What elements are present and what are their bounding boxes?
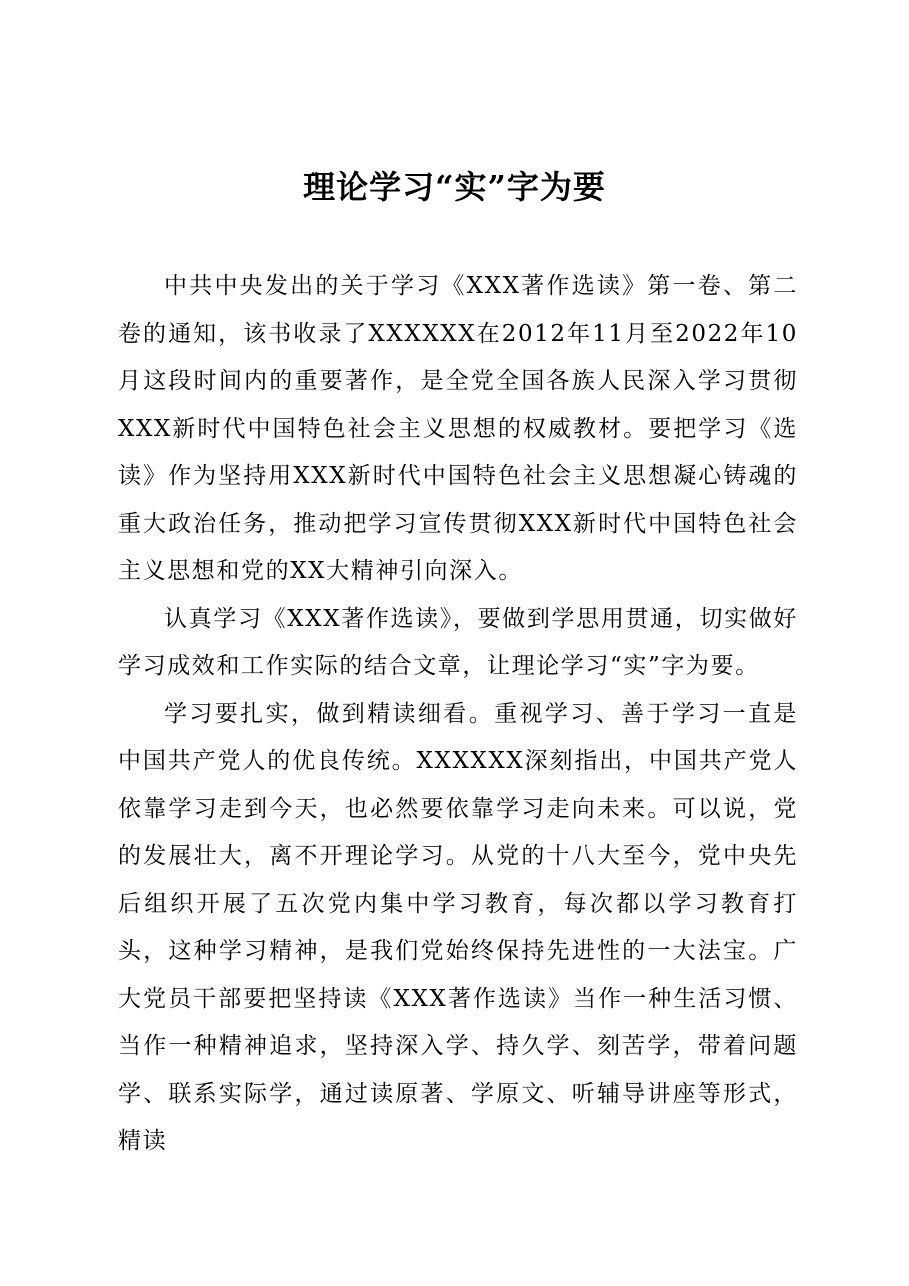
document-title: 理论学习“实”字为要 — [303, 168, 606, 206]
paragraph-3: 学习要扎实，做到精读细看。重视学习、善于学习一直是中国共产党人的优良传统。XXXXXX深刻指出，中国共产党人依靠学习走到今天，也必然要依靠学习走向未来。可以说，党的发展壮大，离不开理论学习。从党的十八大至今，党中央先后组织开展了五次党内集中学习教育，每次都以学习教育打头，这种学习精神，是我们党始终保持先进性的一大法宝。广大党员干部要把坚持读《XXX著作选读》当作一种生活习惯、当作一种精神追求，坚持深入学、持久学、刻苦学，带着问题学、联系实际学，通过读原著、学原文、听辅导讲座等形式，精读 — [118, 700, 798, 1154]
paragraph-1: 中共中央发出的关于学习《XXX著作选读》第一卷、第二卷的通知，该书收录了XXXXXX在2012年11月至2022年10月这段时间内的重要著作，是全党全国各族人民深入学习贯彻XXX新时代中国特色社会主义思想的权威教材。要把学习《选读》作为坚持用XXX新时代中国特色社会主义思想凝心铸魂的重大政治任务，推动把学习宣传贯彻XXX新时代中国特色社会主义思想和党的XX大精神引向深入。 — [118, 273, 798, 584]
paragraph-2: 认真学习《XXX著作选读》，要做到学思用贯通，切实做好学习成效和工作实际的结合文章，让理论学习“实”字为要。 — [118, 605, 798, 679]
document-body — [118, 263, 798, 1166]
